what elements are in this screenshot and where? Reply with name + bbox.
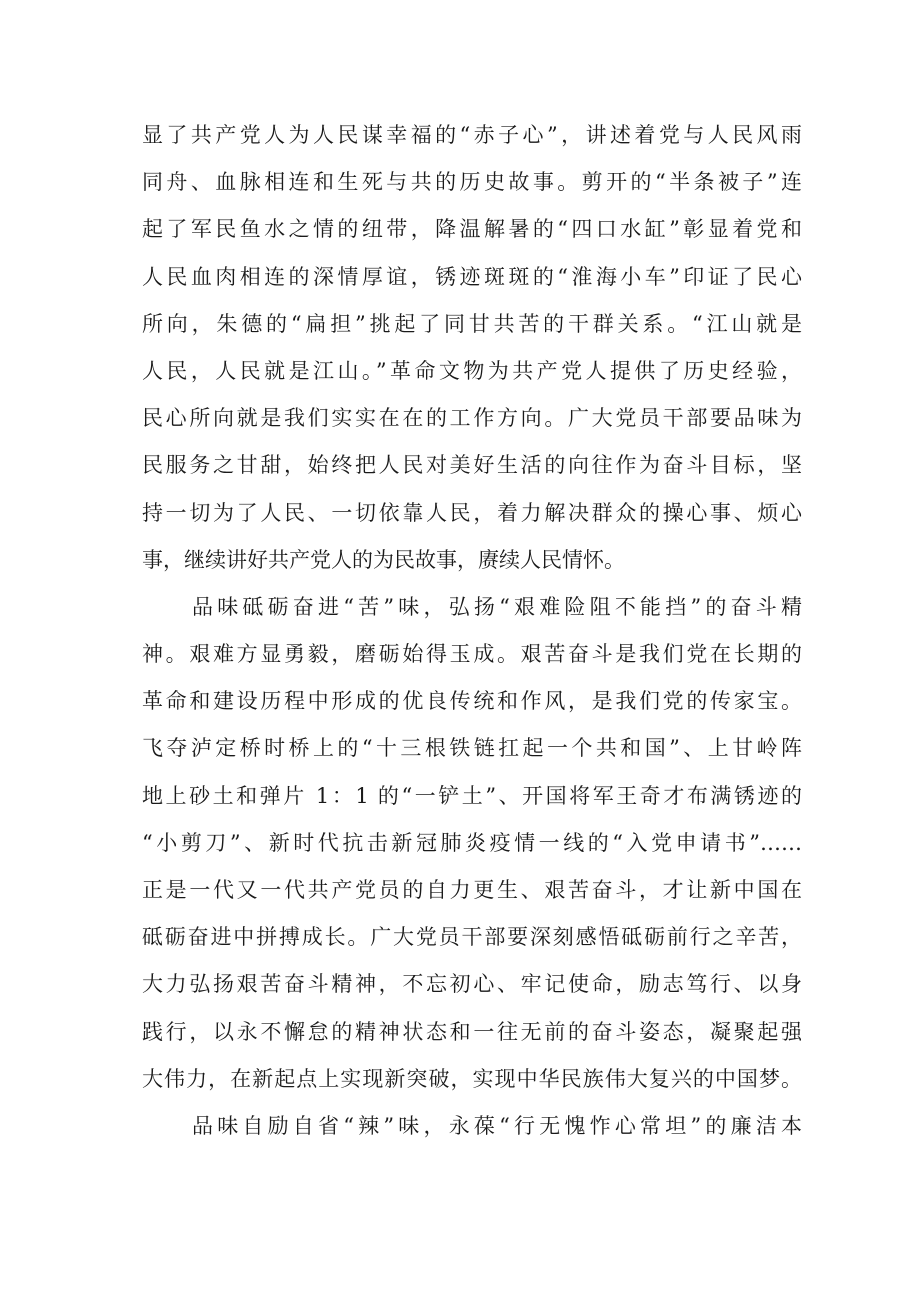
text-line: 地上砂土和弹片 1：1 的“一铲土”、开国将军王奇才布满锈迹的 [142,783,802,808]
text-line: 人民，人民就是江山。”革命文物为共产党人提供了历史经验， [142,358,802,383]
text-line: 人民血肉相连的深情厚谊，锈迹斑斑的“淮海小车”印证了民心 [142,264,802,289]
text-line: 同舟、血脉相连和生死与共的历史故事。剪开的“半条被子”连 [142,170,802,195]
text-line: 持一切为了人民、一切依靠人民，着力解决群众的操心事、烦心 [142,500,802,525]
text-line: 革命和建设历程中形成的优良传统和作风，是我们党的传家宝。 [142,689,802,714]
text-line: 民心所向就是我们实实在在的工作方向。广大党员干部要品味为 [142,406,802,431]
text-line: 显了共产党人为人民谋幸福的“赤子心”，讲述着党与人民风雨 [142,123,802,147]
text-line: 神。艰难方显勇毅，磨砺始得玉成。艰苦奋斗是我们党在长期的 [142,642,802,667]
text-line: 正是一代又一代共产党员的自力更生、艰苦奋斗，才让新中国在 [142,878,802,902]
text-line: 起了军民鱼水之情的纽带，降温解暑的“四口水缸”彰显着党和 [142,217,802,242]
paragraph-first-line: 品味自励自省“辣”味，永葆“行无愧怍心常坦”的廉洁本 [192,1113,802,1138]
text-line: “小剪刀”、新时代抗击新冠肺炎疫情一线的“入党申请书”…… [142,830,802,855]
text-line: 砥砺奋进中拼搏成长。广大党员干部要深刻感悟砥砺前行之辛苦， [142,925,802,950]
text-line: 民服务之甘甜，始终把人民对美好生活的向往作为奋斗目标，坚 [142,453,802,478]
text-line: 践行，以永不懈怠的精神状态和一往无前的奋斗姿态，凝聚起强 [142,1019,802,1044]
text-line: 大力弘扬艰苦奋斗精神，不忘初心、牢记使命，励志笃行、以身 [142,972,802,997]
text-line: 飞夺泸定桥时桥上的“十三根铁链扛起一个共和国”、上甘岭阵 [142,736,802,761]
paragraph-first-line: 品味砥砺奋进“苦”味，弘扬“艰难险阻不能挡”的奋斗精 [192,594,802,619]
text-line: 所向，朱德的“扁担”挑起了同甘共苦的干群关系。“江山就是 [142,311,802,336]
text-line: 大伟力，在新起点上实现新突破，实现中华民族伟大复兴的中国梦。 [142,1066,802,1091]
document-page [142,112,802,1150]
text-line: 事，继续讲好共产党人的为民故事，赓续人民情怀。 [142,547,625,572]
